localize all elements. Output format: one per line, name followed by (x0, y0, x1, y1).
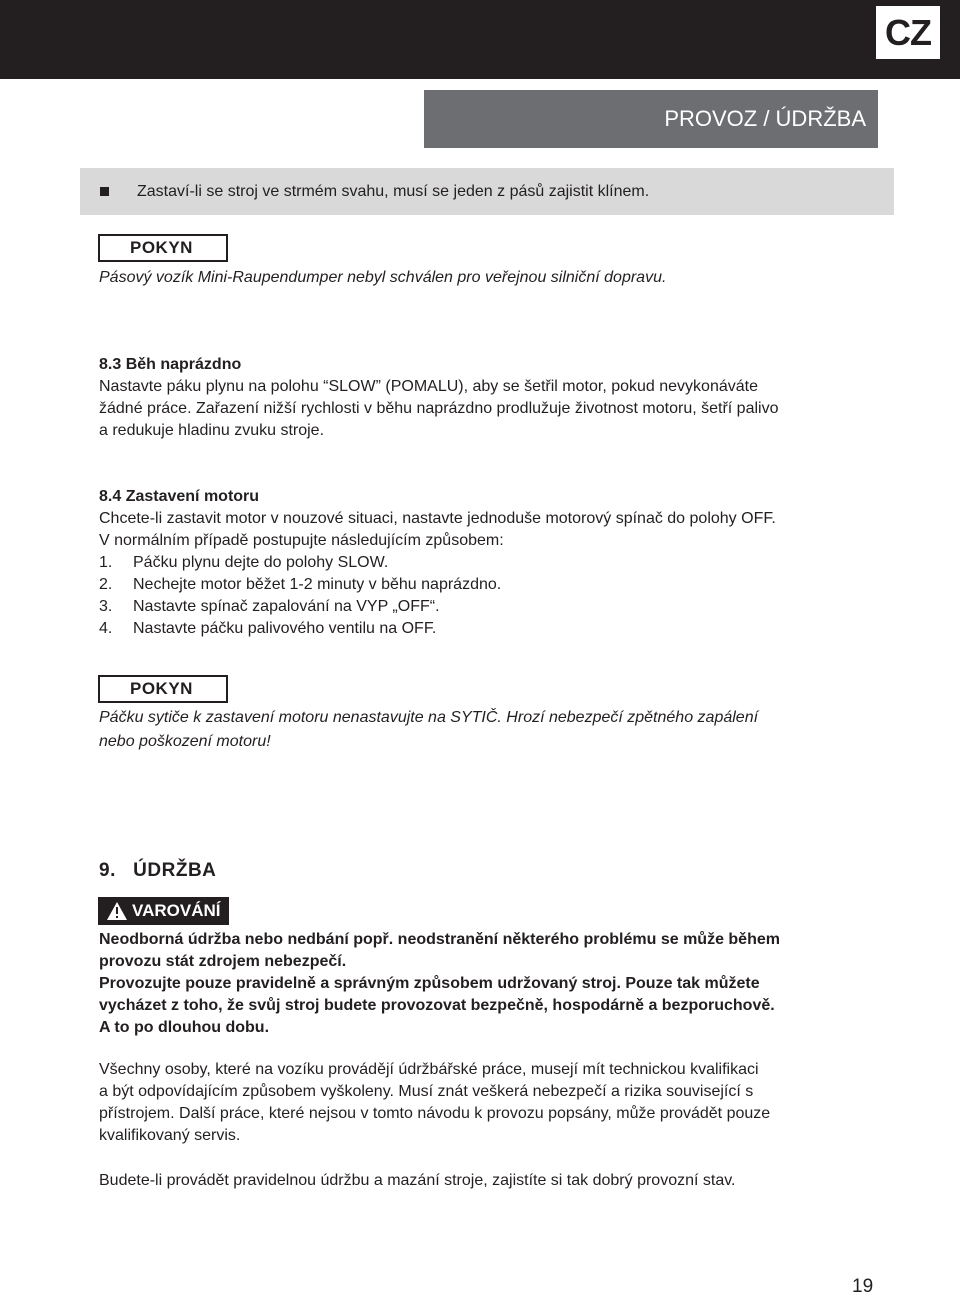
square-bullet-icon (100, 187, 109, 196)
paragraph-line: žádné práce. Zařazení nižší rychlosti v běhu naprázdno prodlužuje životnost motoru, šetří palivo (99, 400, 779, 417)
warning-label (98, 897, 229, 925)
paragraph-line: a redukuje hladinu zvuku stroje. (99, 422, 325, 439)
list-item (99, 618, 889, 640)
pokyn-label: POKYN (98, 234, 228, 262)
paragraph-line: Nastavte páku plynu na polohu “SLOW” (POMALU), aby se šetřil motor, pokud nevykonáváte (99, 378, 758, 395)
warning-text (99, 929, 889, 1039)
paragraph-line: a být odpovídajícím způsobem vyškoleny. Musí znát veškerá nebezpečí a rizika související s (99, 1083, 754, 1100)
section-8-4 (99, 486, 889, 640)
list-text: Nechejte motor běžet 1-2 minuty v běhu naprázdno. (133, 576, 502, 593)
language-code-badge: CZ (876, 6, 940, 59)
pokyn-note-text: Pásový vozík Mini-Raupendumper nebyl schválen pro veřejnou silniční dopravu. (99, 269, 667, 286)
warning-triangle-icon (106, 901, 128, 921)
maintenance-paragraph-2 (99, 1170, 889, 1192)
top-header-bar (0, 0, 960, 79)
warning-line: Neodborná údržba nebo nedbání popř. neodstranění některého problému se může během (99, 931, 780, 948)
warning-line: Provozujte pouze pravidelně a správným způsobem udržovaný stroj. Pouze tak můžete (99, 975, 760, 992)
list-item (99, 596, 889, 618)
warning-label-text: VAROVÁNÍ (132, 901, 221, 920)
list-item (99, 574, 889, 596)
note-strip (80, 168, 894, 215)
list-number: 3. (99, 598, 113, 615)
list-item (99, 552, 889, 574)
pokyn-label: POKYN (98, 675, 228, 703)
paragraph-line: Chcete-li zastavit motor v nouzové situaci, nastavte jednoduše motorový spínač do polohy OFF. (99, 510, 776, 527)
page-number: 19 (852, 1276, 874, 1297)
paragraph-line: Budete-li provádět pravidelnou údržbu a mazání stroje, zajistíte si tak dobrý provozní stav. (99, 1172, 736, 1189)
list-text: Nastavte páčku palivového ventilu na OFF. (133, 620, 437, 637)
list-number: 4. (99, 620, 113, 637)
paragraph-line: kvalifikovaný servis. (99, 1127, 241, 1144)
list-text: Nastavte spínač zapalování na VYP „OFF“. (133, 598, 440, 615)
section-title-banner: PROVOZ / ÚDRŽBA (424, 90, 878, 148)
note-strip-text: Zastaví-li se stroj ve strmém svahu, musí se jeden z pásů zajistit klínem. (137, 182, 650, 200)
note-line: Páčku sytiče k zastavení motoru nenastavujte na SYTIČ. Hrozí nebezpečí zpětného zapálení (99, 709, 759, 726)
list-number: 1. (99, 554, 113, 571)
pokyn-note-text (99, 706, 899, 754)
maintenance-paragraph-1 (99, 1059, 889, 1147)
paragraph-line: přístrojem. Další práce, které nejsou v tomto návodu k provozu popsány, může provádět pouze (99, 1105, 771, 1122)
note-line: nebo poškození motoru! (99, 733, 271, 750)
section-8-3 (99, 354, 889, 442)
paragraph-line: Všechny osoby, které na vozíku provádějí údržbářské práce, musejí mít technickou kvalifikaci (99, 1061, 759, 1078)
warning-line: provozu stát zdrojem nebezpečí. (99, 953, 347, 970)
list-text: Páčku plynu dejte do polohy SLOW. (133, 554, 389, 571)
warning-line: A to po dlouhou dobu. (99, 1019, 270, 1036)
list-number: 2. (99, 576, 113, 593)
paragraph-line: V normálním případě postupujte následujícím způsobem: (99, 532, 504, 549)
section-heading: 8.3 Běh naprázdno (99, 356, 242, 373)
section-heading: 8.4 Zastavení motoru (99, 488, 260, 505)
section-9-heading: 9. ÚDRŽBA (99, 860, 217, 881)
warning-line: vycházet z toho, že svůj stroj budete provozovat bezpečně, hospodárně a bezporuchově. (99, 997, 775, 1014)
